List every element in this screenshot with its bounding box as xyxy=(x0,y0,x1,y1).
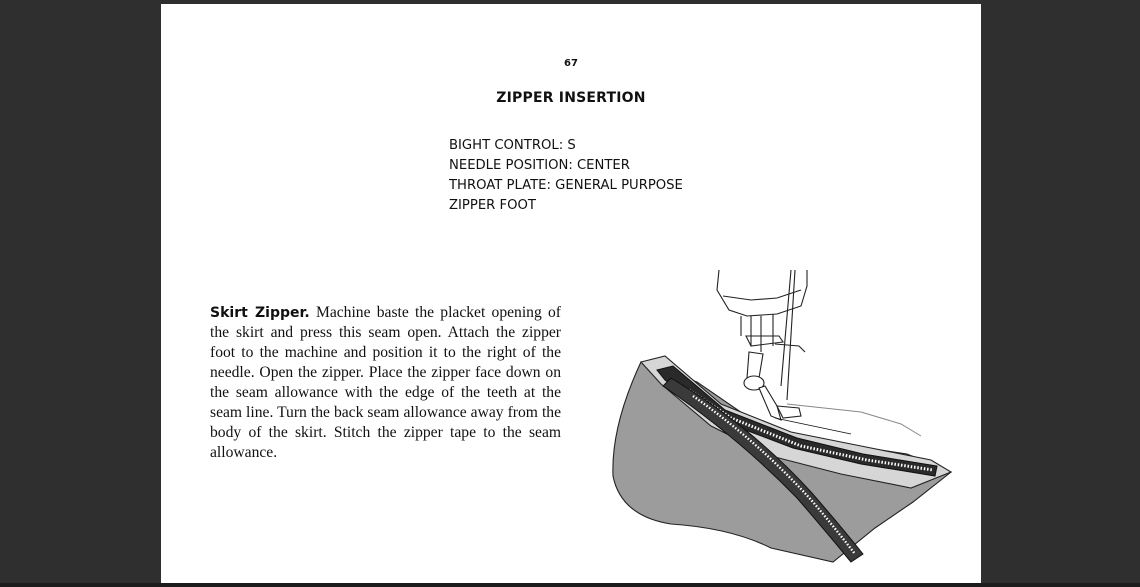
page-title: ZIPPER INSERTION xyxy=(496,90,646,106)
zipper-foot xyxy=(744,352,801,420)
margin-specks xyxy=(0,0,161,587)
instructions-paragraph xyxy=(210,303,561,463)
machine-settings-list xyxy=(449,136,683,216)
paragraph-heading: Skirt Zipper. xyxy=(210,305,310,321)
page-number: 67 xyxy=(564,58,578,69)
paragraph-text: Machine baste the placket opening of the skirt and press this seam open. Attach the zipper foot to the machine and position it to the right of the needle. Open the zipper. Place the zipper face down on the seam allowance with the edge of the teeth at the seam line. Turn the back seam allowance away from the body of the skirt. Stitch the zipper tape to the seam allowance. xyxy=(210,304,561,461)
setting-bight-control: BIGHT CONTROL: S xyxy=(449,138,576,153)
setting-foot: ZIPPER FOOT xyxy=(449,198,536,213)
manual-page xyxy=(161,4,981,583)
setting-needle-position: NEEDLE POSITION: CENTER xyxy=(449,158,630,173)
viewer-bottom-bar xyxy=(0,583,1140,587)
machine-bed xyxy=(787,404,921,436)
sewing-machine-zipper-foot-illustration xyxy=(601,266,961,566)
setting-throat-plate: THROAT PLATE: GENERAL PURPOSE xyxy=(449,178,683,193)
